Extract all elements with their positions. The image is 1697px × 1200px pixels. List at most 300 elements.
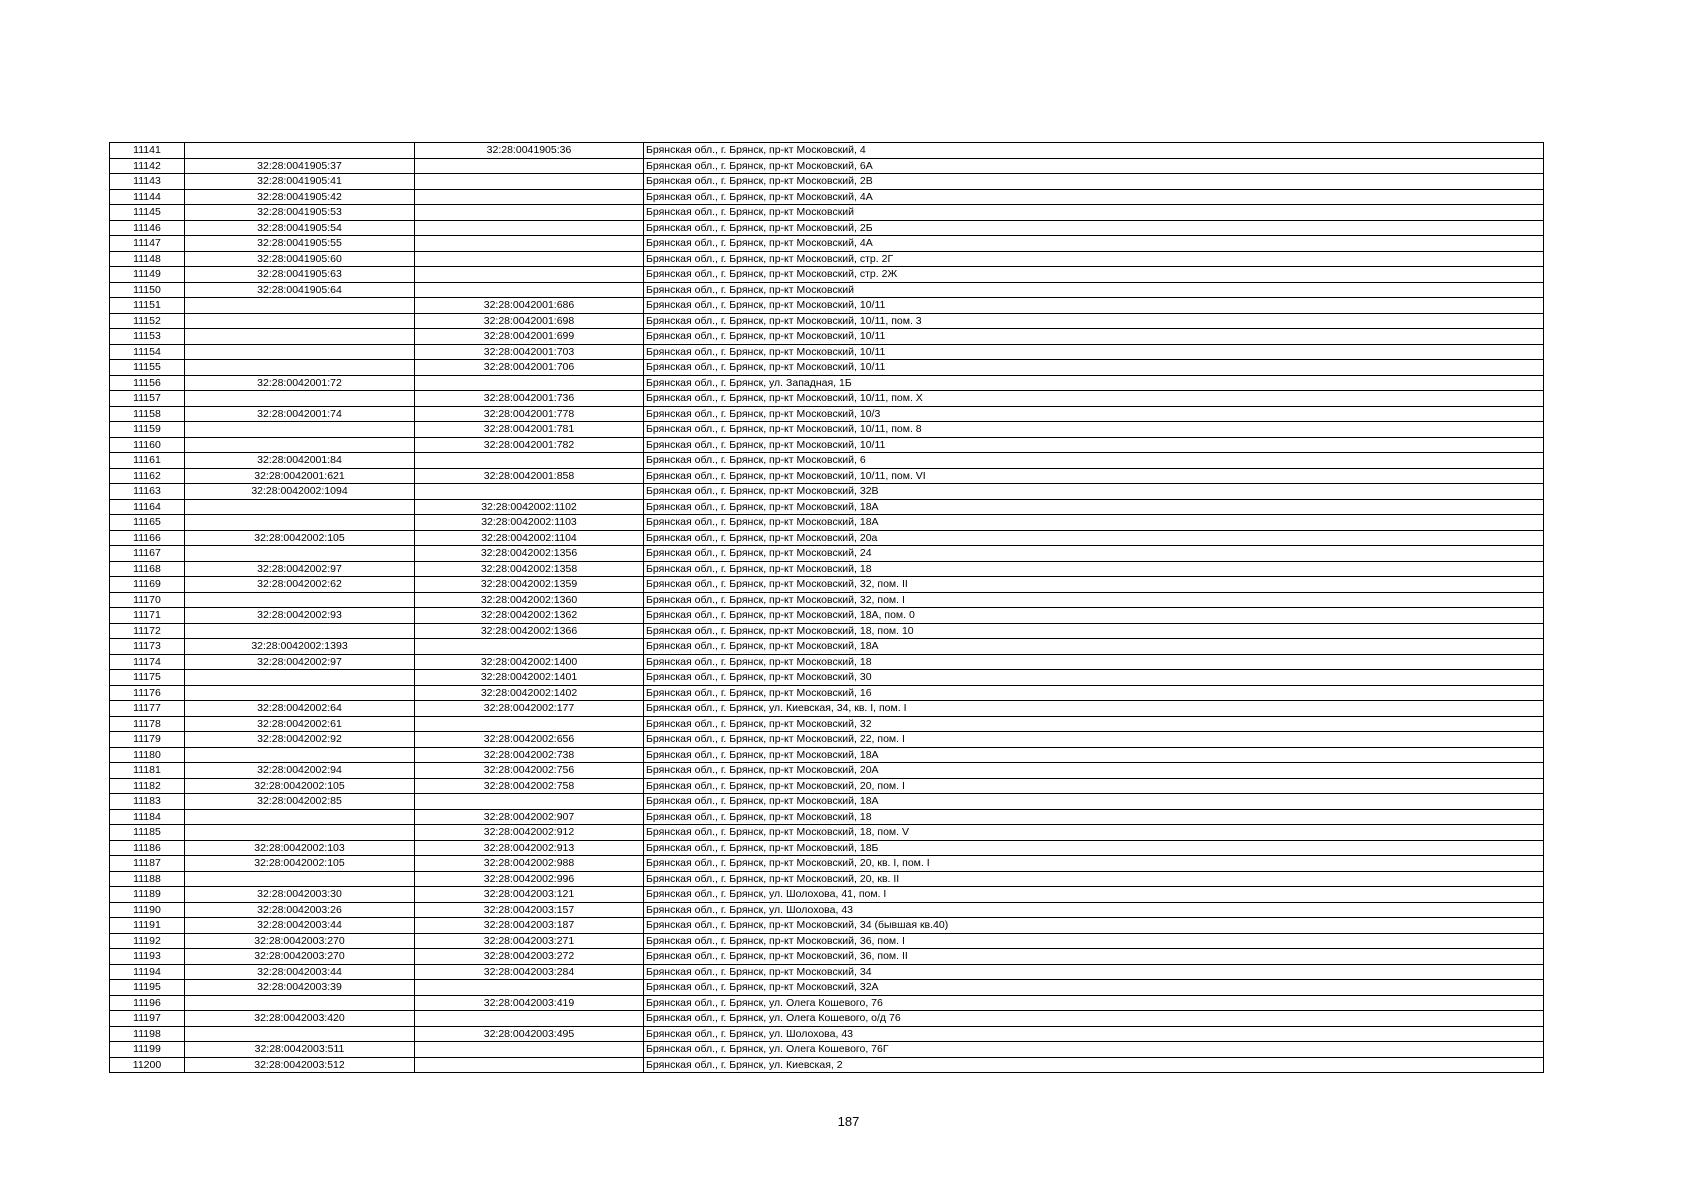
row-number-cell: 11188: [110, 871, 185, 887]
cadastral-number-cell: 32:28:0041905:63: [185, 267, 415, 283]
cadastral-number-cell: [185, 809, 415, 825]
object-cadastral-number-cell: 32:28:0042002:1402: [415, 685, 644, 701]
object-cadastral-number-cell: 32:28:0042002:907: [415, 809, 644, 825]
address-cell: Брянская обл., г. Брянск, ул. Киевская, 2: [644, 1057, 1544, 1073]
object-cadastral-number-cell: [415, 1042, 644, 1058]
object-cadastral-number-cell: [415, 1057, 644, 1073]
table-row: [110, 329, 1544, 345]
row-number-cell: 11178: [110, 716, 185, 732]
row-number-cell: 11168: [110, 561, 185, 577]
row-number-cell: 11180: [110, 747, 185, 763]
cadastral-number-cell: [185, 747, 415, 763]
cadastral-number-cell: 32:28:0042003:420: [185, 1011, 415, 1027]
object-cadastral-number-cell: 32:28:0042003:419: [415, 995, 644, 1011]
address-cell: Брянская обл., г. Брянск, пр-кт Московский, 34: [644, 964, 1544, 980]
object-cadastral-number-cell: 32:28:0042002:1102: [415, 499, 644, 515]
cadastral-number-cell: 32:28:0042002:105: [185, 778, 415, 794]
object-cadastral-number-cell: 32:28:0042002:1356: [415, 546, 644, 562]
table-row: [110, 716, 1544, 732]
address-cell: Брянская обл., г. Брянск, пр-кт Московский, 2Б: [644, 220, 1544, 236]
cadastral-number-cell: 32:28:0041905:41: [185, 174, 415, 190]
cadastral-number-cell: 32:28:0042002:103: [185, 840, 415, 856]
row-number-cell: 11160: [110, 437, 185, 453]
table-row: [110, 422, 1544, 438]
row-number-cell: 11194: [110, 964, 185, 980]
row-number-cell: 11183: [110, 794, 185, 810]
address-cell: Брянская обл., г. Брянск, пр-кт Московский, 16: [644, 685, 1544, 701]
address-cell: Брянская обл., г. Брянск, пр-кт Московский, 32В: [644, 484, 1544, 500]
object-cadastral-number-cell: 32:28:0042001:699: [415, 329, 644, 345]
table-row: [110, 670, 1544, 686]
address-cell: Брянская обл., г. Брянск, ул. Киевская, 34, кв. I, пом. I: [644, 701, 1544, 717]
address-cell: Брянская обл., г. Брянск, пр-кт Московский, 4А: [644, 236, 1544, 252]
object-cadastral-number-cell: [415, 1011, 644, 1027]
address-cell: Брянская обл., г. Брянск, пр-кт Московский, 36, пом. II: [644, 949, 1544, 965]
object-cadastral-number-cell: [415, 484, 644, 500]
cadastral-number-cell: 32:28:0042003:26: [185, 902, 415, 918]
object-cadastral-number-cell: 32:28:0042002:913: [415, 840, 644, 856]
table-row: [110, 298, 1544, 314]
row-number-cell: 11167: [110, 546, 185, 562]
row-number-cell: 11164: [110, 499, 185, 515]
address-cell: Брянская обл., г. Брянск, ул. Олега Кошевого, 76: [644, 995, 1544, 1011]
row-number-cell: 11142: [110, 158, 185, 174]
address-cell: Брянская обл., г. Брянск, пр-кт Московский, 10/11: [644, 437, 1544, 453]
object-cadastral-number-cell: [415, 205, 644, 221]
row-number-cell: 11179: [110, 732, 185, 748]
address-cell: Брянская обл., г. Брянск, пр-кт Московский, 4А: [644, 189, 1544, 205]
row-number-cell: 11182: [110, 778, 185, 794]
address-cell: Брянская обл., г. Брянск, пр-кт Московский, 18Б: [644, 840, 1544, 856]
address-cell: Брянская обл., г. Брянск, пр-кт Московский, 32, пом. II: [644, 577, 1544, 593]
address-cell: Брянская обл., г. Брянск, пр-кт Московский, 10/11, пом. X: [644, 391, 1544, 407]
object-cadastral-number-cell: 32:28:0042002:988: [415, 856, 644, 872]
cadastral-number-cell: 32:28:0042002:64: [185, 701, 415, 717]
address-cell: Брянская обл., г. Брянск, пр-кт Московский, 32А: [644, 980, 1544, 996]
row-number-cell: 11173: [110, 639, 185, 655]
object-cadastral-number-cell: 32:28:0042001:736: [415, 391, 644, 407]
row-number-cell: 11171: [110, 608, 185, 624]
table-row: [110, 856, 1544, 872]
table-row: [110, 143, 1544, 159]
cadastral-number-cell: [185, 670, 415, 686]
address-cell: Брянская обл., г. Брянск, пр-кт Московский, стр. 2Ж: [644, 267, 1544, 283]
object-cadastral-number-cell: 32:28:0042002:912: [415, 825, 644, 841]
address-cell: Брянская обл., г. Брянск, пр-кт Московский, 18, пом. 10: [644, 623, 1544, 639]
object-cadastral-number-cell: 32:28:0042003:121: [415, 887, 644, 903]
object-cadastral-number-cell: [415, 794, 644, 810]
address-cell: Брянская обл., г. Брянск, пр-кт Московский, 30: [644, 670, 1544, 686]
object-cadastral-number-cell: 32:28:0042002:1366: [415, 623, 644, 639]
address-cell: Брянская обл., г. Брянск, пр-кт Московский, 18А: [644, 794, 1544, 810]
row-number-cell: 11149: [110, 267, 185, 283]
table-row: [110, 902, 1544, 918]
address-cell: Брянская обл., г. Брянск, ул. Олега Кошевого, 76Г: [644, 1042, 1544, 1058]
cadastral-number-cell: 32:28:0042002:61: [185, 716, 415, 732]
cadastral-number-cell: [185, 422, 415, 438]
cadastral-number-cell: 32:28:0041905:54: [185, 220, 415, 236]
address-cell: Брянская обл., г. Брянск, пр-кт Московский, 10/11: [644, 360, 1544, 376]
row-number-cell: 11156: [110, 375, 185, 391]
address-cell: Брянская обл., г. Брянск, пр-кт Московский, 20, пом. I: [644, 778, 1544, 794]
object-cadastral-number-cell: [415, 453, 644, 469]
object-cadastral-number-cell: 32:28:0042001:686: [415, 298, 644, 314]
row-number-cell: 11199: [110, 1042, 185, 1058]
object-cadastral-number-cell: 32:28:0042001:778: [415, 406, 644, 422]
address-cell: Брянская обл., г. Брянск, пр-кт Московский, 20а: [644, 530, 1544, 546]
address-cell: Брянская обл., г. Брянск, пр-кт Московский, 20, кв. I, пом. I: [644, 856, 1544, 872]
address-cell: Брянская обл., г. Брянск, пр-кт Московский, 4: [644, 143, 1544, 159]
address-cell: Брянская обл., г. Брянск, пр-кт Московский, 18: [644, 561, 1544, 577]
cadastral-number-cell: 32:28:0042002:92: [185, 732, 415, 748]
row-number-cell: 11187: [110, 856, 185, 872]
object-cadastral-number-cell: [415, 282, 644, 298]
cadastral-number-cell: 32:28:0042003:30: [185, 887, 415, 903]
object-cadastral-number-cell: 32:28:0042002:1401: [415, 670, 644, 686]
row-number-cell: 11198: [110, 1026, 185, 1042]
row-number-cell: 11186: [110, 840, 185, 856]
row-number-cell: 11151: [110, 298, 185, 314]
cadastral-number-cell: [185, 825, 415, 841]
row-number-cell: 11189: [110, 887, 185, 903]
table-row: [110, 840, 1544, 856]
object-cadastral-number-cell: [415, 980, 644, 996]
cadastral-number-cell: 32:28:0042002:62: [185, 577, 415, 593]
object-cadastral-number-cell: 32:28:0042002:1358: [415, 561, 644, 577]
cadastral-number-cell: 32:28:0042002:1393: [185, 639, 415, 655]
cadastral-number-cell: 32:28:0042002:105: [185, 530, 415, 546]
object-cadastral-number-cell: 32:28:0042002:656: [415, 732, 644, 748]
address-cell: Брянская обл., г. Брянск, пр-кт Московский, 22, пом. I: [644, 732, 1544, 748]
cadastral-number-cell: 32:28:0042002:94: [185, 763, 415, 779]
table-row: [110, 639, 1544, 655]
table-row: [110, 189, 1544, 205]
table-row: [110, 980, 1544, 996]
object-cadastral-number-cell: 32:28:0042002:1104: [415, 530, 644, 546]
table-row: [110, 220, 1544, 236]
table-row: [110, 530, 1544, 546]
table-row: [110, 887, 1544, 903]
object-cadastral-number-cell: 32:28:0042003:272: [415, 949, 644, 965]
cadastral-number-cell: [185, 546, 415, 562]
cadastral-number-cell: 32:28:0042002:105: [185, 856, 415, 872]
row-number-cell: 11197: [110, 1011, 185, 1027]
cadastral-number-cell: [185, 515, 415, 531]
cadastral-number-cell: [185, 437, 415, 453]
cadastral-number-cell: [185, 1026, 415, 1042]
object-cadastral-number-cell: 32:28:0042002:1360: [415, 592, 644, 608]
table-row: [110, 825, 1544, 841]
object-cadastral-number-cell: 32:28:0042001:782: [415, 437, 644, 453]
cadastral-number-cell: 32:28:0042003:44: [185, 964, 415, 980]
table-row: [110, 561, 1544, 577]
cadastral-number-cell: 32:28:0041905:53: [185, 205, 415, 221]
cadastral-number-cell: [185, 329, 415, 345]
address-cell: Брянская обл., г. Брянск, пр-кт Московский: [644, 282, 1544, 298]
table-row: [110, 406, 1544, 422]
registry-table: [109, 142, 1544, 1073]
row-number-cell: 11193: [110, 949, 185, 965]
row-number-cell: 11165: [110, 515, 185, 531]
table-row: [110, 763, 1544, 779]
cadastral-number-cell: 32:28:0042001:84: [185, 453, 415, 469]
address-cell: Брянская обл., г. Брянск, пр-кт Московский, 18: [644, 809, 1544, 825]
row-number-cell: 11147: [110, 236, 185, 252]
row-number-cell: 11148: [110, 251, 185, 267]
object-cadastral-number-cell: 32:28:0042002:756: [415, 763, 644, 779]
address-cell: Брянская обл., г. Брянск, пр-кт Московский, 18А: [644, 639, 1544, 655]
table-row: [110, 484, 1544, 500]
table-row: [110, 344, 1544, 360]
address-cell: Брянская обл., г. Брянск, пр-кт Московский, 18А: [644, 499, 1544, 515]
table-row: [110, 871, 1544, 887]
table-row: [110, 546, 1544, 562]
object-cadastral-number-cell: 32:28:0042001:781: [415, 422, 644, 438]
object-cadastral-number-cell: 32:28:0041905:36: [415, 143, 644, 159]
row-number-cell: 11155: [110, 360, 185, 376]
row-number-cell: 11184: [110, 809, 185, 825]
row-number-cell: 11161: [110, 453, 185, 469]
cadastral-number-cell: [185, 871, 415, 887]
object-cadastral-number-cell: 32:28:0042001:706: [415, 360, 644, 376]
table-row: [110, 964, 1544, 980]
object-cadastral-number-cell: 32:28:0042002:738: [415, 747, 644, 763]
page-number: 187: [837, 1114, 860, 1129]
table-row: [110, 437, 1544, 453]
address-cell: Брянская обл., г. Брянск, ул. Шолохова, 41, пом. I: [644, 887, 1544, 903]
table-row: [110, 158, 1544, 174]
address-cell: Брянская обл., г. Брянск, пр-кт Московский, 6: [644, 453, 1544, 469]
row-number-cell: 11162: [110, 468, 185, 484]
cadastral-number-cell: 32:28:0041905:37: [185, 158, 415, 174]
address-cell: Брянская обл., г. Брянск, пр-кт Московский, 32, пом. I: [644, 592, 1544, 608]
address-cell: Брянская обл., г. Брянск, ул. Олега Кошевого, о/д 76: [644, 1011, 1544, 1027]
address-cell: Брянская обл., г. Брянск, ул. Шолохова, 43: [644, 902, 1544, 918]
row-number-cell: 11141: [110, 143, 185, 159]
address-cell: Брянская обл., г. Брянск, пр-кт Московский, 10/11, пом. 8: [644, 422, 1544, 438]
object-cadastral-number-cell: 32:28:0042002:177: [415, 701, 644, 717]
address-cell: Брянская обл., г. Брянск, пр-кт Московский, 18: [644, 654, 1544, 670]
table-row: [110, 205, 1544, 221]
address-cell: Брянская обл., г. Брянск, пр-кт Московский, 32: [644, 716, 1544, 732]
table-row: [110, 1042, 1544, 1058]
row-number-cell: 11158: [110, 406, 185, 422]
row-number-cell: 11152: [110, 313, 185, 329]
cadastral-number-cell: [185, 143, 415, 159]
cadastral-number-cell: 32:28:0042002:97: [185, 561, 415, 577]
object-cadastral-number-cell: 32:28:0042001:858: [415, 468, 644, 484]
object-cadastral-number-cell: 32:28:0042002:996: [415, 871, 644, 887]
object-cadastral-number-cell: 32:28:0042003:284: [415, 964, 644, 980]
object-cadastral-number-cell: 32:28:0042002:1103: [415, 515, 644, 531]
object-cadastral-number-cell: [415, 716, 644, 732]
table-row: [110, 747, 1544, 763]
cadastral-number-cell: 32:28:0042001:72: [185, 375, 415, 391]
object-cadastral-number-cell: [415, 174, 644, 190]
row-number-cell: 11191: [110, 918, 185, 934]
row-number-cell: 11181: [110, 763, 185, 779]
object-cadastral-number-cell: 32:28:0042003:187: [415, 918, 644, 934]
table-row: [110, 251, 1544, 267]
object-cadastral-number-cell: [415, 267, 644, 283]
cadastral-number-cell: [185, 360, 415, 376]
row-number-cell: 11170: [110, 592, 185, 608]
table-row: [110, 701, 1544, 717]
address-cell: Брянская обл., г. Брянск, пр-кт Московский, 20А: [644, 763, 1544, 779]
row-number-cell: 11196: [110, 995, 185, 1011]
address-cell: Брянская обл., г. Брянск, пр-кт Московский, 18А, пом. 0: [644, 608, 1544, 624]
table-row: [110, 468, 1544, 484]
row-number-cell: 11175: [110, 670, 185, 686]
cadastral-number-cell: 32:28:0042002:1094: [185, 484, 415, 500]
row-number-cell: 11143: [110, 174, 185, 190]
table-row: [110, 1011, 1544, 1027]
table-row: [110, 499, 1544, 515]
address-cell: Брянская обл., г. Брянск, ул. Шолохова, 43: [644, 1026, 1544, 1042]
cadastral-number-cell: 32:28:0042002:93: [185, 608, 415, 624]
object-cadastral-number-cell: [415, 375, 644, 391]
table-row: [110, 267, 1544, 283]
cadastral-number-cell: 32:28:0042001:621: [185, 468, 415, 484]
table-row: [110, 174, 1544, 190]
table-row: [110, 236, 1544, 252]
object-cadastral-number-cell: [415, 158, 644, 174]
address-cell: Брянская обл., г. Брянск, пр-кт Московский, 18А: [644, 747, 1544, 763]
address-cell: Брянская обл., г. Брянск, пр-кт Московский, 24: [644, 546, 1544, 562]
cadastral-number-cell: 32:28:0042003:44: [185, 918, 415, 934]
object-cadastral-number-cell: 32:28:0042003:495: [415, 1026, 644, 1042]
cadastral-number-cell: [185, 344, 415, 360]
cadastral-number-cell: 32:28:0042003:270: [185, 949, 415, 965]
table-body: [110, 143, 1544, 1073]
address-cell: Брянская обл., г. Брянск, пр-кт Московский, 10/11: [644, 298, 1544, 314]
cadastral-number-cell: 32:28:0042002:85: [185, 794, 415, 810]
address-cell: Брянская обл., г. Брянск, пр-кт Московский, 10/11, пом. VI: [644, 468, 1544, 484]
address-cell: Брянская обл., г. Брянск, пр-кт Московский, 10/3: [644, 406, 1544, 422]
address-cell: Брянская обл., г. Брянск, пр-кт Московский, 18А: [644, 515, 1544, 531]
row-number-cell: 11200: [110, 1057, 185, 1073]
object-cadastral-number-cell: [415, 220, 644, 236]
table-row: [110, 391, 1544, 407]
table-row: [110, 918, 1544, 934]
cadastral-number-cell: 32:28:0042001:74: [185, 406, 415, 422]
table-row: [110, 313, 1544, 329]
address-cell: Брянская обл., г. Брянск, пр-кт Московский, 36, пом. I: [644, 933, 1544, 949]
address-cell: Брянская обл., г. Брянск, пр-кт Московский, 10/11, пом. 3: [644, 313, 1544, 329]
cadastral-number-cell: [185, 685, 415, 701]
row-number-cell: 11153: [110, 329, 185, 345]
address-cell: Брянская обл., г. Брянск, пр-кт Московский, 18, пом. V: [644, 825, 1544, 841]
table-row: [110, 592, 1544, 608]
cadastral-number-cell: 32:28:0041905:64: [185, 282, 415, 298]
address-cell: Брянская обл., г. Брянск, пр-кт Московский, 2В: [644, 174, 1544, 190]
table-row: [110, 360, 1544, 376]
address-cell: Брянская обл., г. Брянск, пр-кт Московский: [644, 205, 1544, 221]
table-row: [110, 809, 1544, 825]
table-row: [110, 577, 1544, 593]
object-cadastral-number-cell: 32:28:0042002:758: [415, 778, 644, 794]
address-cell: Брянская обл., г. Брянск, ул. Западная, 1Б: [644, 375, 1544, 391]
row-number-cell: 11190: [110, 902, 185, 918]
cadastral-number-cell: 32:28:0042003:270: [185, 933, 415, 949]
row-number-cell: 11192: [110, 933, 185, 949]
object-cadastral-number-cell: 32:28:0042002:1400: [415, 654, 644, 670]
cadastral-number-cell: 32:28:0042003:39: [185, 980, 415, 996]
row-number-cell: 11195: [110, 980, 185, 996]
object-cadastral-number-cell: [415, 189, 644, 205]
row-number-cell: 11146: [110, 220, 185, 236]
table-row: [110, 732, 1544, 748]
row-number-cell: 11159: [110, 422, 185, 438]
cadastral-number-cell: [185, 592, 415, 608]
row-number-cell: 11154: [110, 344, 185, 360]
cadastral-number-cell: [185, 623, 415, 639]
address-cell: Брянская обл., г. Брянск, пр-кт Московский, 34 (бывшая кв.40): [644, 918, 1544, 934]
object-cadastral-number-cell: 32:28:0042001:703: [415, 344, 644, 360]
object-cadastral-number-cell: [415, 236, 644, 252]
address-cell: Брянская обл., г. Брянск, пр-кт Московский, 10/11: [644, 329, 1544, 345]
address-cell: Брянская обл., г. Брянск, пр-кт Московский, 10/11: [644, 344, 1544, 360]
cadastral-number-cell: 32:28:0041905:60: [185, 251, 415, 267]
cadastral-number-cell: [185, 995, 415, 1011]
table-row: [110, 949, 1544, 965]
object-cadastral-number-cell: 32:28:0042003:271: [415, 933, 644, 949]
table-row: [110, 515, 1544, 531]
table-row: [110, 654, 1544, 670]
table-row: [110, 1026, 1544, 1042]
table-row: [110, 375, 1544, 391]
row-number-cell: 11145: [110, 205, 185, 221]
cadastral-number-cell: 32:28:0041905:55: [185, 236, 415, 252]
row-number-cell: 11174: [110, 654, 185, 670]
table-row: [110, 608, 1544, 624]
cadastral-number-cell: [185, 298, 415, 314]
object-cadastral-number-cell: 32:28:0042003:157: [415, 902, 644, 918]
row-number-cell: 11185: [110, 825, 185, 841]
object-cadastral-number-cell: 32:28:0042002:1359: [415, 577, 644, 593]
table-row: [110, 1057, 1544, 1073]
cadastral-number-cell: [185, 313, 415, 329]
table-row: [110, 995, 1544, 1011]
row-number-cell: 11176: [110, 685, 185, 701]
object-cadastral-number-cell: [415, 251, 644, 267]
row-number-cell: 11169: [110, 577, 185, 593]
table-row: [110, 685, 1544, 701]
table-row: [110, 623, 1544, 639]
cadastral-number-cell: [185, 499, 415, 515]
row-number-cell: 11177: [110, 701, 185, 717]
row-number-cell: 11166: [110, 530, 185, 546]
row-number-cell: 11172: [110, 623, 185, 639]
address-cell: Брянская обл., г. Брянск, пр-кт Московский, 20, кв. II: [644, 871, 1544, 887]
table-row: [110, 453, 1544, 469]
cadastral-number-cell: 32:28:0042003:511: [185, 1042, 415, 1058]
table-row: [110, 778, 1544, 794]
table-row: [110, 794, 1544, 810]
object-cadastral-number-cell: 32:28:0042001:698: [415, 313, 644, 329]
row-number-cell: 11150: [110, 282, 185, 298]
cadastral-number-cell: 32:28:0042002:97: [185, 654, 415, 670]
row-number-cell: 11157: [110, 391, 185, 407]
address-cell: Брянская обл., г. Брянск, пр-кт Московский, стр. 2Г: [644, 251, 1544, 267]
table-row: [110, 282, 1544, 298]
row-number-cell: 11144: [110, 189, 185, 205]
cadastral-number-cell: 32:28:0041905:42: [185, 189, 415, 205]
cadastral-number-cell: 32:28:0042003:512: [185, 1057, 415, 1073]
object-cadastral-number-cell: [415, 639, 644, 655]
cadastral-number-cell: [185, 391, 415, 407]
table-row: [110, 933, 1544, 949]
